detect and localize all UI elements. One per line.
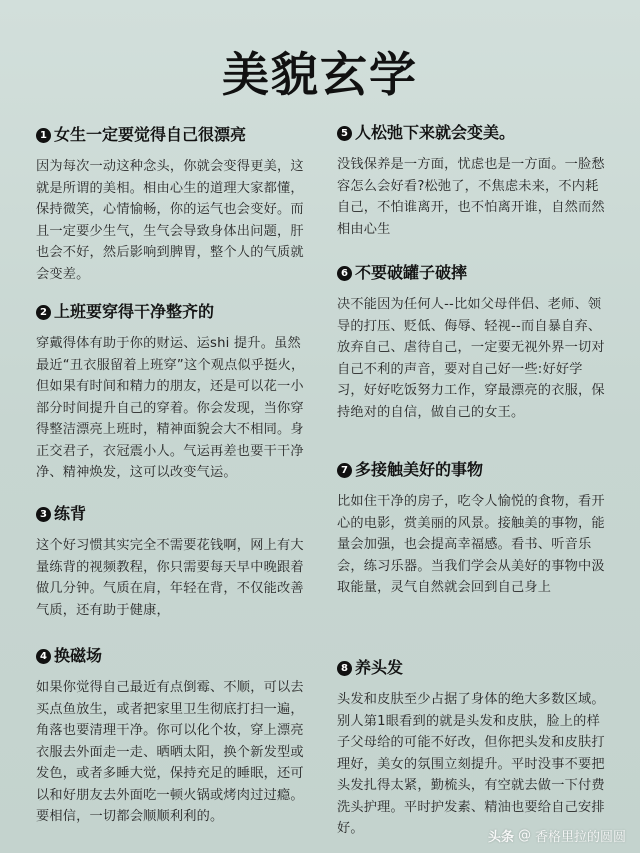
section-heading <box>36 645 308 667</box>
page-title: 美貌玄学 <box>222 48 418 103</box>
section-body: 比如住干净的房子，吃令人愉悦的食物，看开心的电影，赏美丽的风景。接触美的事物，能量会加强，也会提高幸福感。看书、听音乐会，练习乐器。当我们学会从美好的事物中汲取能量，灵气自然就会回到自己身上 <box>337 494 605 595</box>
at-sign: @ <box>517 828 531 843</box>
section-body: 头发和皮肤至少占据了身体的绝大多数区域。别人第1眼看到的就是头发和皮肤，脸上的样子父母给的可能不好改，但你把头发和皮肤打理好，美女的氛围立刻提升。平时没事不要把头发扎得太紧，勤梳头，有空就去做一下付费洗头护理。平时护发素、精油也要给自己安排好。 <box>337 692 605 836</box>
section-body: 因为每次一动这种念头，你就会变得更美，这就是所谓的美相。相由心生的道理大家都懂，保持微笑，心情愉畅，你的运气也会变好。而且一定要少生气，生气会导致身体出问题，肝也会不好，然后影响到脾胃，整个人的气质就会变差。 <box>36 159 304 282</box>
number-badge: 8 <box>337 661 352 676</box>
section-heading <box>36 503 308 525</box>
number-badge: 3 <box>36 507 51 522</box>
watermark <box>488 826 626 845</box>
author-name: 香格里拉的圆圆 <box>534 830 626 845</box>
section-body: 如果你觉得自己最近有点倒霉、不顺，可以去买点鱼放生，或者把家里卫生彻底打扫一遍，角落也要清理干净。你可以化个妆，穿上漂亮衣服去外面走一走、晒晒太阳，换个新发型或发色，或者多睡大觉，保持充足的睡眠，还可以和好朋友去外面吃一顿火锅或烤肉过过瘾。要相信，一切都会顺顺利利的。 <box>36 680 304 824</box>
section-heading <box>337 657 609 679</box>
section-5 <box>337 122 609 240</box>
section-1 <box>36 124 308 285</box>
section-2 <box>36 301 308 484</box>
section-body: 这个好习惯其实完全不需要花钱啊，网上有大量练背的视频教程，你只需要每天早中晚跟着做几分钟。气质在肩，年轻在背，不仅能改善气质，还有助于健康， <box>36 538 304 618</box>
section-heading <box>337 122 609 144</box>
section-title: 多接触美好的事物 <box>355 460 484 479</box>
section-heading <box>337 262 609 284</box>
number-badge: 5 <box>337 126 352 141</box>
platform-logo: 头条 <box>487 830 514 845</box>
number-badge: 7 <box>337 463 352 478</box>
section-body: 没钱保养是一方面，忧虑也是一方面。一脸愁容怎么会好看?松弛了，不焦虑未来，不内耗自己，不怕谁离开，也不怕离开谁，自然而然相由心生 <box>337 157 605 237</box>
section-title: 不要破罐子破摔 <box>355 263 468 282</box>
number-badge: 1 <box>36 128 51 143</box>
section-6 <box>337 262 609 423</box>
section-title: 上班要穿得干净整齐的 <box>54 302 215 321</box>
section-4 <box>36 645 308 828</box>
number-badge: 4 <box>36 649 51 664</box>
section-3 <box>36 503 308 621</box>
section-heading <box>36 124 308 146</box>
section-title: 女生一定要觉得自己很漂亮 <box>54 125 247 144</box>
section-7 <box>337 459 609 599</box>
section-title: 人松弛下来就会变美。 <box>355 123 516 142</box>
section-title: 练背 <box>54 504 87 523</box>
section-heading <box>337 459 609 481</box>
section-title: 换磁场 <box>54 646 103 665</box>
section-title: 养头发 <box>355 658 404 677</box>
section-8 <box>337 657 609 840</box>
section-body: 穿戴得体有助于你的财运、运shi 提升。虽然最近“丑衣服留着上班穿”这个观点似乎挺火，但如果有时间和精力的朋友，还是可以花一小部分时间提升自己的穿着。你会发现，当你穿得整洁漂亮上班时，精神面貌会大不相同。身正交君子，衣冠震小人。气运再差也要干干净净、精神焕发，这可以改变气运。 <box>36 336 305 480</box>
number-badge: 2 <box>36 305 51 320</box>
section-body: 决不能因为任何人--比如父母伴侣、老师、领导的打压、贬低、侮辱、轻视--而自暴自弃、放弃自己、虐待自己，一定要无视外界一切对自己不利的声音，要对自己好一些:好好学习，好好吃饭努力工作，穿最漂亮的衣服，保持绝对的自信，做自己的女王。 <box>337 297 605 420</box>
number-badge: 6 <box>337 266 352 281</box>
section-heading <box>36 301 308 323</box>
